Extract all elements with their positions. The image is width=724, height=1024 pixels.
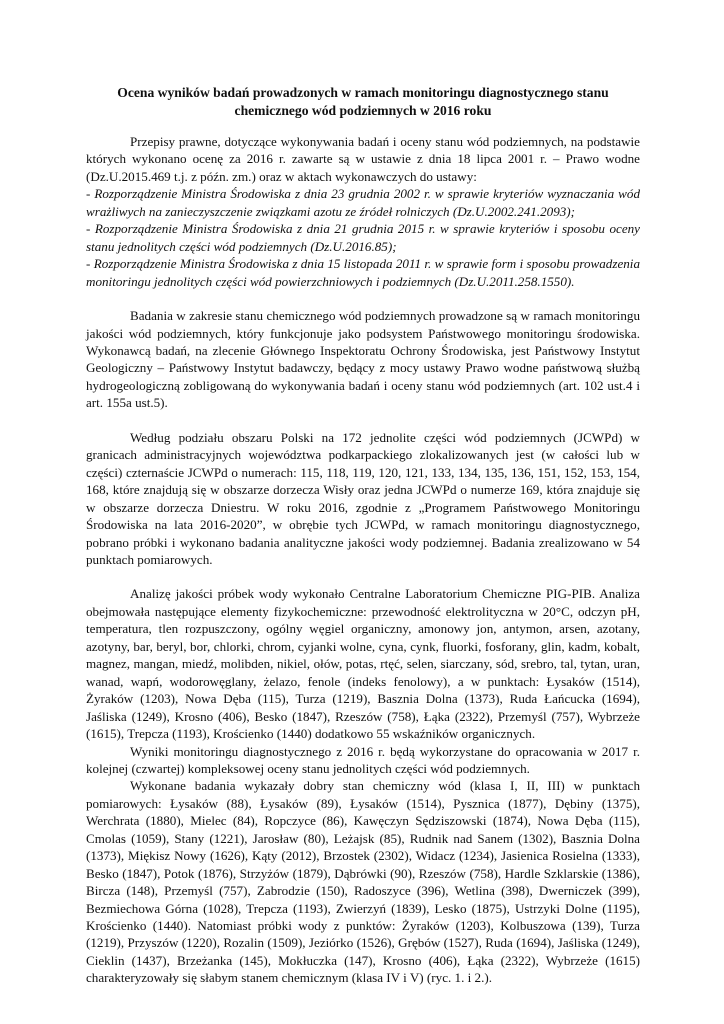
regulation-item-2: - Rozporządzenie Ministra Środowiska z dnia 21 grudnia 2015 r. w sprawie kryteriów i sposobu oceny stanu jednolitych części wód podziemnych (Dz.U.2016.85);: [86, 221, 640, 254]
paragraph-results-usage: Wyniki monitoringu diagnostycznego z 2016 r. będą wykorzystane do opracowania w 2017 r. kolejnej (czwartej) kompleksowej oceny stanu jednolitych części wód podziemnych.: [86, 743, 640, 776]
paragraph-legal-basis: Przepisy prawne, dotyczące wykonywania badań i oceny stanu wód podziemnych, na podstawie których wykonano ocenę za 2016 r. zawarte są w ustawie z dnia 18 lipca 2001 r. – Prawo wodne (Dz.U.2015.469 t.j. z późn. zm.) oraz w aktach wykonawczych do ustawy:: [86, 134, 640, 184]
document-title: [86, 84, 640, 120]
paragraph-laboratory-analysis: Analizę jakości próbek wody wykonało Centralne Laboratorium Chemiczne PIG-PIB. Analiza obejmowała następujące elementy fizykochemiczne: przewodność elektrolityczna w 20°C, odczyn pH, temperatura, tlen rozpuszczony, ogólny węgiel organiczny, amonowy jon, antymon, arsen, azotany, azotyny, bar, beryl, bor, chlorki, chrom, cyjanki wolne, cyna, cynk, fluorki, fosforany, glin, kadm, kobalt, magnez, mangan, miedź, molibden, nikiel, ołów, potas, rtęć, selen, siarczany, sód, srebro, tal, tytan, uran, wanad, wapń, wodorowęglany, żelazo, fenole (indeks fenolowy), a w punktach: Łysaków (1514), Żyraków (1203), Nowa Dęba (115), Turza (1219), Basznia Dolna (1373), Ruda Łańcucka (1694), Jaśliska (1249), Krosno (406), Besko (1847), Rzeszów (758), Łąka (2322), Przemyśl (757), Wybrzeże (1615), Trepcza (1193), Krościenko (1440) dodatkowo 55 wskaźników organicznych.: [86, 586, 640, 742]
title-line-1: Ocena wyników badań prowadzonych w ramach monitoringu diagnostycznego stanu: [117, 85, 609, 100]
paragraph-results-summary: Wykonane badania wykazały dobry stan chemiczny wód (klasa I, II, III) w punktach pomiarowych: Łysaków (88), Łysaków (89), Łysaków (1514), Pysznica (1877), Dębiny (1375), Werchrata (1880), Mielec (84), Ropczyce (86), Kawęczyn Sędziszowski (1874), Nowa Dęba (115), Cmolas (1059), Stany (1221), Jarosław (80), Leżajsk (85), Rudnik nad Sanem (1302), Basznia Dolna (1373), Miękisz Nowy (1626), Kąty (2012), Brzostek (2302), Widacz (1234), Jasienica Rosielna (1333), Besko (1847), Potok (1876), Strzyżów (1879), Dąbrówki (90), Rzeszów (758), Hardle Szklarskie (1386), Bircza (148), Przemyśl (757), Zabrodzie (150), Radoszyce (396), Wetlina (398), Dwerniczek (399), Bezmiechowa Górna (1028), Trepcza (1193), Zwierzyń (1839), Lesko (1875), Ustrzyki Dolne (1195), Krościenko (1440). Natomiast próbki wody z punktów: Żyraków (1203), Kolbuszowa (139), Turza (1219), Przyszów (1220), Rozalin (1509), Jeziórko (1526), Grębów (1527), Ruda (1694), Jaśliska (1249), Cieklin (1437), Brzeżanka (145), Mokłuczka (147), Krosno (406), Łąka (2322), Wybrzeże (1615) charakteryzowały się słabym stanem chemicznym (klasa IV i V) (ryc. 1. i 2.).: [86, 778, 640, 986]
title-line-2: chemicznego wód podziemnych w 2016 roku: [234, 103, 492, 118]
regulation-item-1: - Rozporządzenie Ministra Środowiska z dnia 23 grudnia 2002 r. w sprawie kryteriów wyznaczania wód wrażliwych na zanieczyszczenie związkami azotu ze źródeł rolniczych (Dz.U.2002.241.2093);: [86, 186, 640, 219]
paragraph-jcwpd-division: Według podziału obszaru Polski na 172 jednolite części wód podziemnych (JCWPd) w granicach administracyjnych województwa podkarpackiego zlokalizowanych jest (w całości lub w części) czternaście JCWPd o numerach: 115, 118, 119, 120, 121, 133, 134, 135, 136, 151, 152, 153, 154, 168, które znajdują się w obszarze dorzecza Wisły oraz jedna JCWPd o numerze 169, która znajduje się w obszarze dorzecza Dniestru. W roku 2016, zgodnie z „Programem Państwowego Monitoringu Środowiska na lata 2016-2020”, w obrębie tych JCWPd, w ramach monitoringu diagnostycznego, pobrano próbki i wykonano badania analityczne jakości wody podziemnej. Badania zrealizowano w 54 punktach pomiarowych.: [86, 429, 640, 567]
document-page: [86, 84, 640, 987]
paragraph-monitoring-scope: Badania w zakresie stanu chemicznego wód podziemnych prowadzone są w ramach monitoringu jakości wód podziemnych, który funkcjonuje jako podsystem Państwowego monitoringu środowiska. Wykonawcą badań, na zlecenie Głównego Inspektoratu Ochrony Środowiska, jest Państwowy Instytut Geologiczny – Państwowy Instytut badawczy, będący z mocy ustawy Prawo wodne państwową służbą hydrogeologiczną zobligowaną do wykonywania badań i oceny stanu wód podziemnych (art. 102 ust.4 i art. 155a ust.5).: [86, 308, 640, 411]
regulation-item-3: - Rozporządzenie Ministra Środowiska z dnia 15 listopada 2011 r. w sprawie form i sposobu prowadzenia monitoringu jednolitych części wód powierzchniowych i podziemnych (Dz.U.2011.258.1550).: [86, 256, 640, 289]
